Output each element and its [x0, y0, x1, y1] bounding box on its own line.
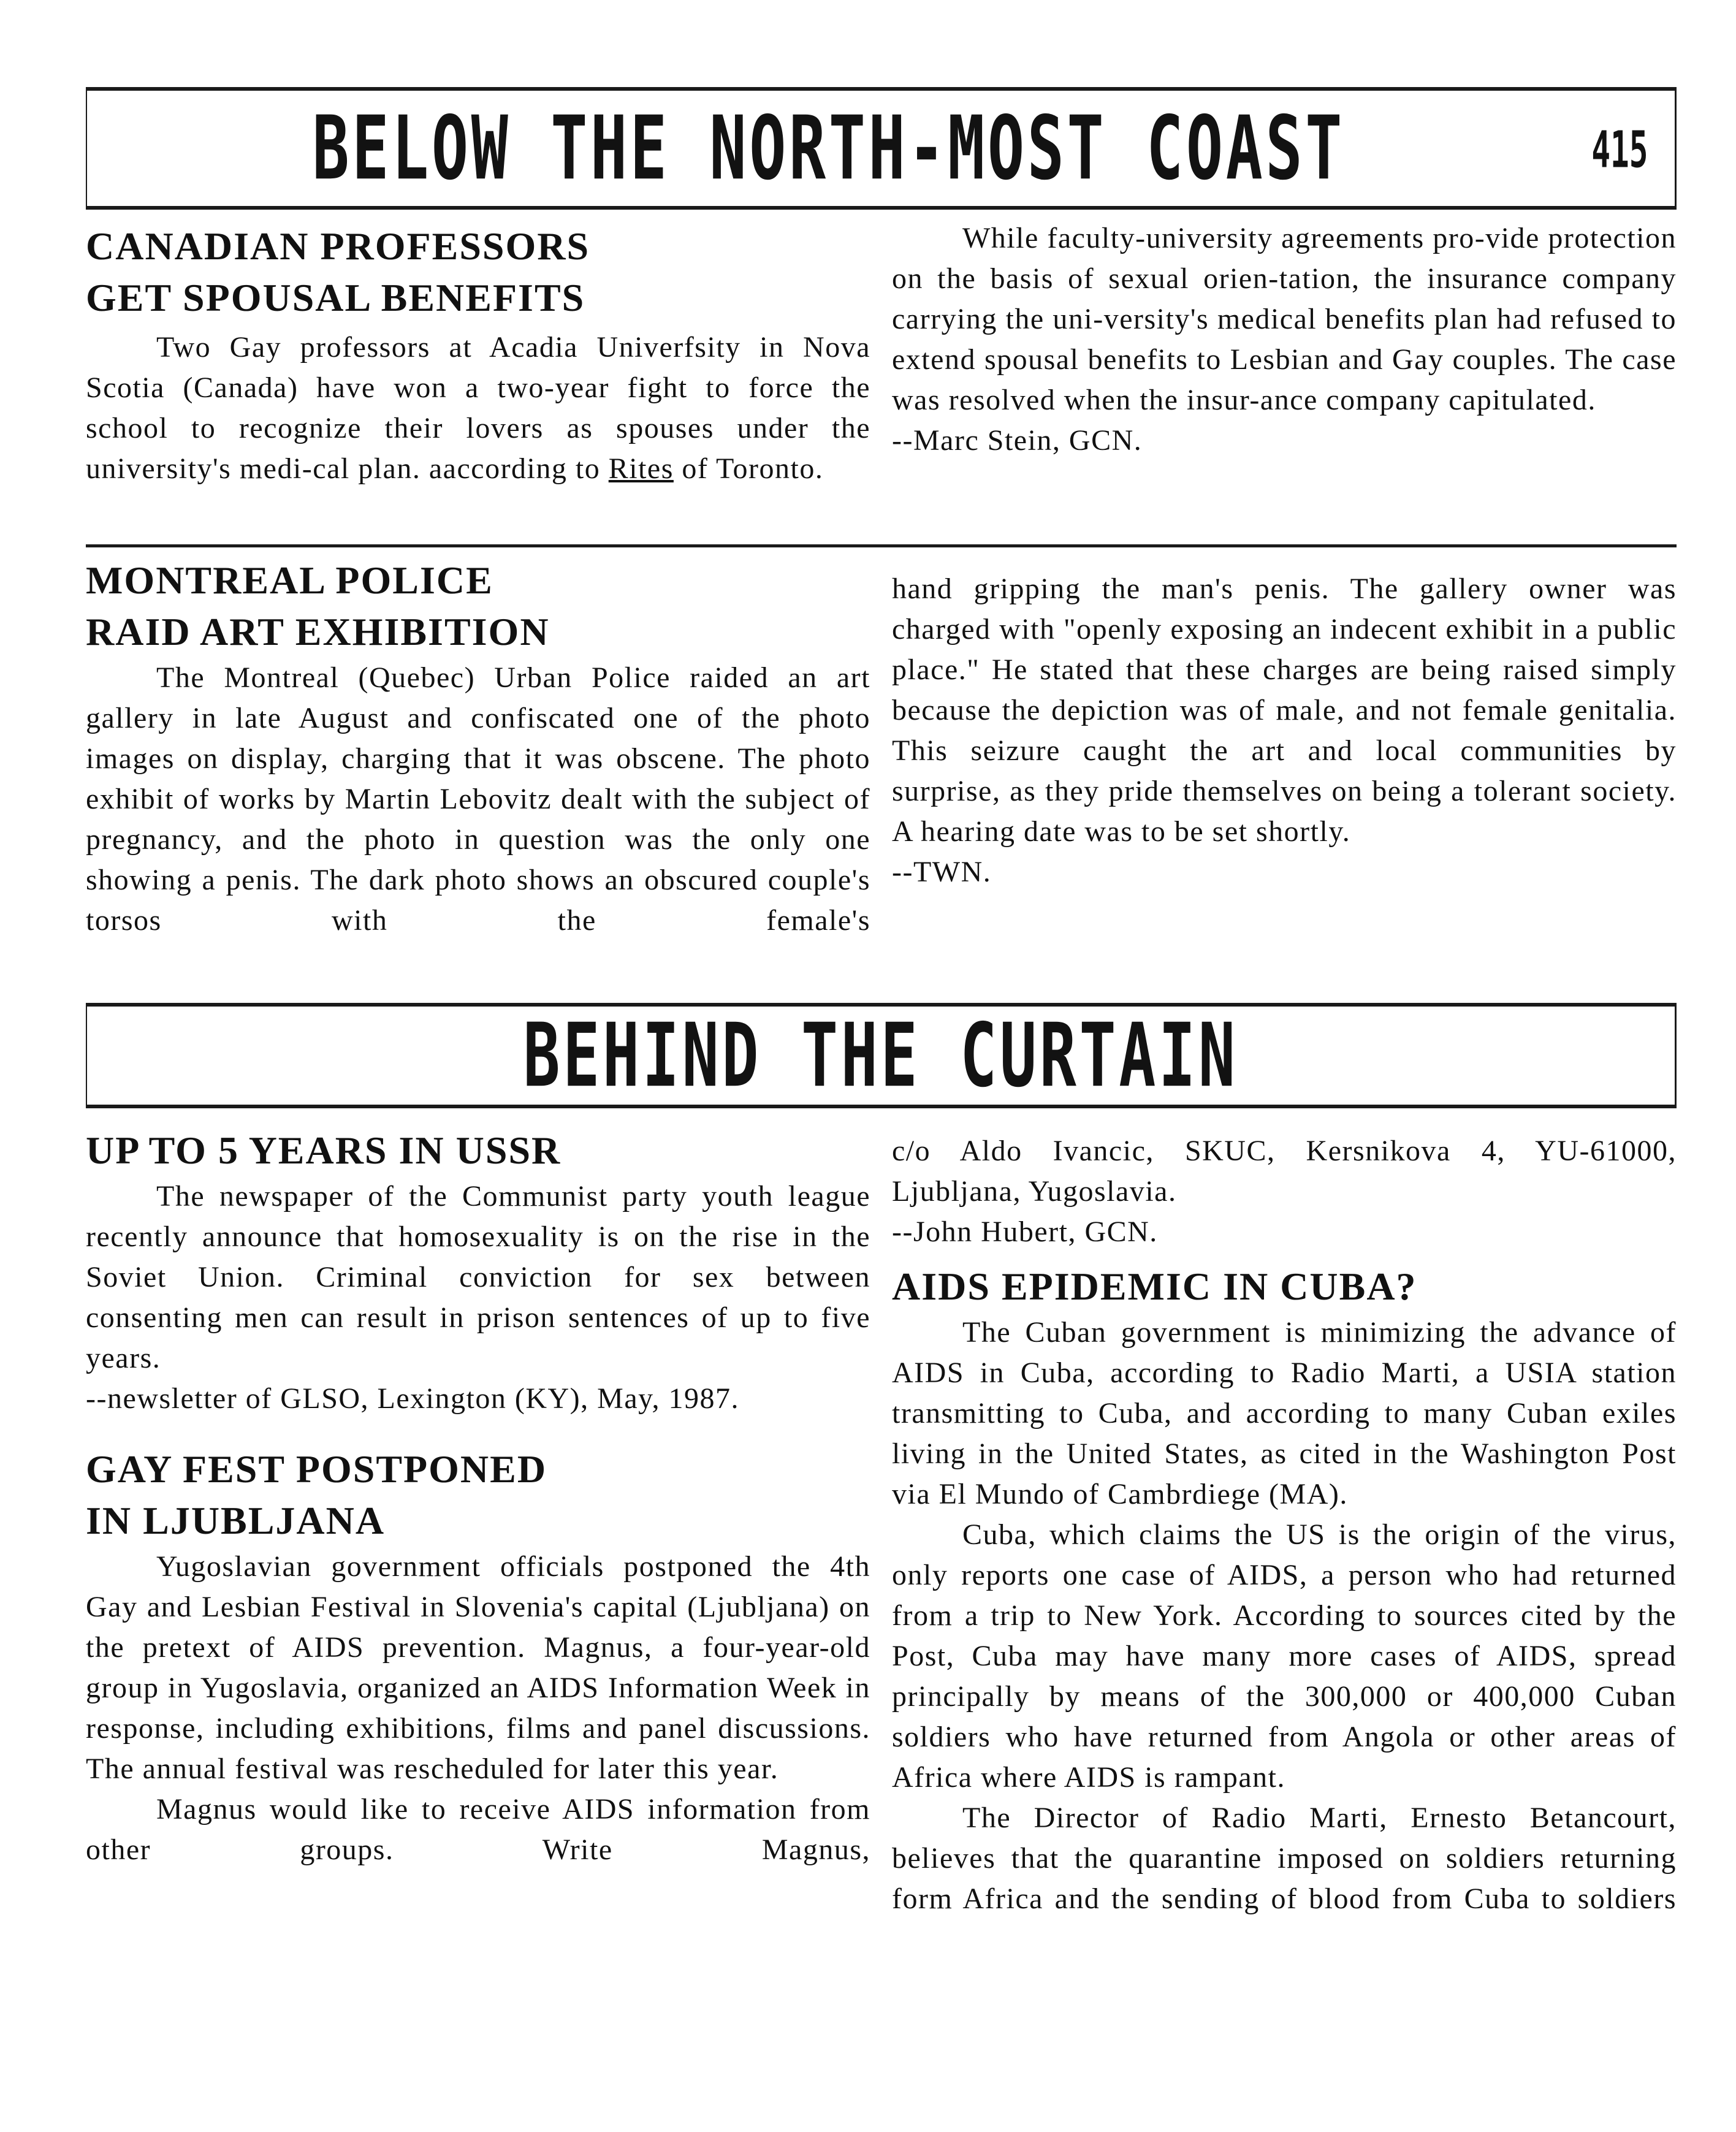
article-headline: [86, 221, 870, 324]
article-canadian-professors: [86, 221, 870, 489]
article-credit: --Marc Stein, GCN.: [892, 424, 1143, 457]
article-credit: --newsletter of GLSO, Lexington (KY), May, 1987.: [86, 1382, 740, 1415]
article-paragraph: The Director of Radio Marti, Ernesto Betancourt, believes that the quarantine imposed on soldiers returning form Africa and the sending of blood from Cuba to soldiers: [892, 1802, 1677, 1915]
headline-line: GAY FEST POSTPONED: [86, 1447, 547, 1491]
headline-line: RAID ART EXHIBITION: [86, 610, 550, 653]
section-banner-north-most-coast: [86, 87, 1677, 210]
article-headline: AIDS EPIDEMIC IN CUBA?: [892, 1265, 1417, 1308]
article-divider: [86, 544, 1677, 547]
headline-line: IN LJUBLJANA: [86, 1499, 386, 1542]
paragraph-text: of Toronto.: [673, 452, 824, 485]
headline-line: MONTREAL POLICE: [86, 558, 493, 602]
article-credit: --John Hubert, GCN.: [892, 1216, 1158, 1248]
article-paragraph: The newspaper of the Communist party youth league recently announce that homosexuality is on the rise in the Soviet Union. Criminal conviction for sex between consenting men can result in prison sentences of up to five years.: [86, 1180, 870, 1374]
publication-name: Rites: [608, 452, 674, 485]
article-paragraph: [86, 327, 870, 489]
headline-line: GET SPOUSAL BENEFITS: [86, 276, 585, 319]
article-paragraph: The Montreal (Quebec) Urban Police raided an art gallery in late August and confiscated one of the photo images on display, charging that it was obscene. The photo exhibit of works by Martin Lebovitz dealt with the subject of pregnancy, and the photo in question was the only one showing a penis. The dark photo shows an obscured couple's torsos with the female's: [86, 661, 870, 937]
section-title: BELOW THE NORTH-MOST COAST: [312, 97, 1346, 200]
article-paragraph: Cuba, which claims the US is the origin of the virus, only reports one case of AIDS, a person who had returned from a trip to New York. According to sources cited by the Post, Cuba may have many more cases of AIDS, spread principally by means of the 300,000 or 400,000 Cuban soldiers who have returned from Angola or other areas of Africa where AIDS is rampant.: [892, 1518, 1677, 1794]
article-headline: UP TO 5 YEARS IN USSR: [86, 1129, 562, 1172]
page-number: 415: [1591, 121, 1648, 180]
article-paragraph: Magnus would like to receive AIDS information from other groups. Write Magnus,: [86, 1793, 870, 1866]
article-credit: --TWN.: [892, 856, 992, 888]
article-paragraph: The Cuban government is minimizing the advance of AIDS in Cuba, according to Radio Marti, a USIA station transmitting to Cuba, and according to many Cuban exiles living in the United States, as cited in the Washington Post via El Mundo of Cambrdiege (MA).: [892, 1316, 1677, 1510]
article-paragraph: Yugoslavian government officials postponed the 4th Gay and Lesbian Festival in Slovenia's capital (Ljubljana) on the pretext of AIDS prevention. Magnus, a four-year-old group in Yugoslavia, organized an AIDS Information Week in response, including exhibitions, films and panel discussions. The annual festival was rescheduled for later this year.: [86, 1550, 870, 1785]
section-title: BEHIND THE CURTAIN: [523, 1004, 1239, 1107]
article-ussr: [86, 1125, 870, 1870]
article-paragraph: While faculty-university agreements pro-vide protection on the basis of sexual orien-tation, the insurance company carrying the uni-versity's medical benefits plan had refused to extend spousal benefits to Lesbian and Gay couples. The case was resolved when the insur-ance company capitulated.: [892, 222, 1677, 416]
article-headline: [86, 1444, 870, 1547]
article-headline: [86, 555, 870, 658]
article-ljubljana: [86, 1444, 870, 1870]
headline-line: CANADIAN PROFESSORS: [86, 224, 590, 268]
article-paragraph: c/o Aldo Ivancic, SKUC, Kersnikova 4, YU-61000, Ljubljana, Yugoslavia.: [892, 1135, 1677, 1208]
paragraph-text: Two Gay professors at Acadia Univerfsity in Nova Scotia (Canada) have won a two-year fight to force the school to recognize their lovers as spouses under the university's medi-cal plan. aaccording to: [86, 331, 870, 485]
section-banner-behind-the-curtain: [86, 1003, 1677, 1108]
article-montreal-police-continued: [892, 569, 1677, 893]
article-aids-cuba: [892, 1261, 1677, 1919]
article-paragraph: hand gripping the man's penis. The gallery owner was charged with "openly exposing an indecent exhibit in a public place." He stated that these charges are being raised simply because the depiction was of male, and not female genitalia. This seizure caught the art and local communities by surprise, as they pride themselves on being a tolerant society. A hearing date was to be set shortly.: [892, 573, 1677, 848]
article-canadian-professors-continued: [892, 218, 1677, 461]
article-montreal-police: [86, 555, 870, 941]
article-ljubljana-continued: [892, 1131, 1677, 1919]
